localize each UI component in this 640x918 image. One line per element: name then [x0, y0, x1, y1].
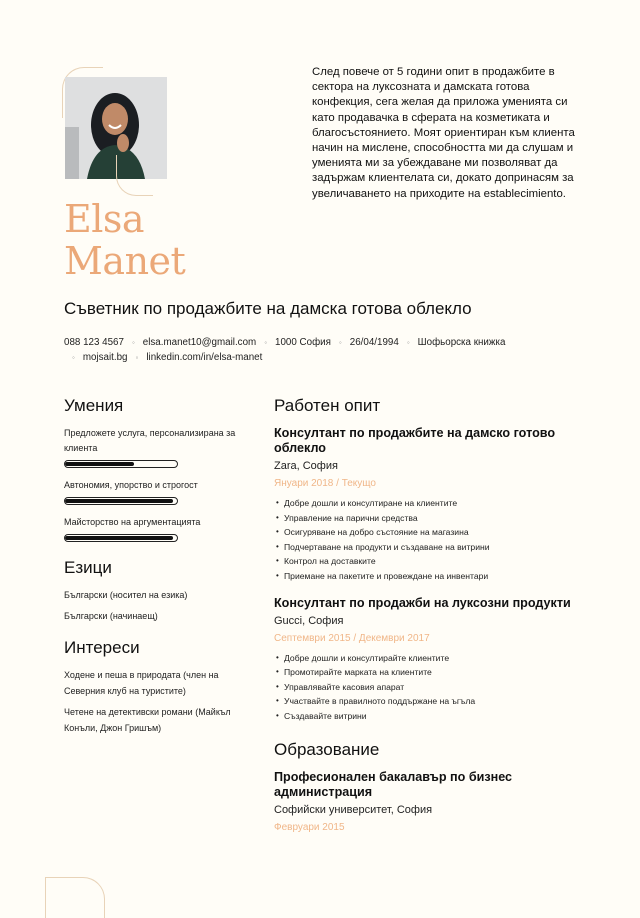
- candidate-name: [64, 198, 185, 282]
- separator-dot: ◦: [72, 352, 75, 362]
- separator-dot: ◦: [264, 338, 268, 347]
- skill-label: Предложете услуга, персонализирана за клиента: [64, 428, 236, 453]
- driving-license: Шофьорска книжка: [417, 337, 506, 348]
- duty-item: • Участвайте в правилното поддържане на ъгъла: [274, 694, 589, 709]
- duty-item: • Приемане на пакетите и провеждане на инвентари: [274, 569, 589, 584]
- education-entry: [274, 770, 589, 833]
- skill-level-bar: [64, 534, 178, 542]
- languages-section: [64, 558, 254, 624]
- interest-item: Ходене и пеша в природата (член на Северния клуб на туристите): [64, 670, 219, 696]
- duty-item: • Подчертаване на продукти и създаване на витрини: [274, 540, 589, 555]
- degree: Професионален бакалавър по бизнес администрация: [274, 769, 513, 799]
- contact-info: [64, 336, 584, 365]
- main-column: [274, 396, 589, 833]
- job-company: Zara, София: [274, 460, 338, 472]
- sidebar-column: [64, 396, 254, 742]
- separator-dot: ◦: [131, 338, 135, 347]
- decorative-arc: [116, 155, 153, 196]
- separator-dot: ◦: [135, 352, 139, 362]
- separator-dot: ◦: [338, 338, 342, 347]
- duty-item: • Осигуряване на добро състояние на магазина: [274, 525, 589, 540]
- job-entry: [274, 596, 589, 724]
- duty-item: • Добре дошли и консултирайте клиентите: [274, 651, 589, 666]
- profile-summary: След повече от 5 години опит в продажбите в сектора на луксозната и дамската готова конфекция, сега желая да приложа уменията си като продавачка в сферата на козметиката и благосъстоянието. Моят ориентиран към клиента начин на мислене, способността ми да слушам и уменията ми за убеждаване ми позволяват да задържам клиентелата си, докато допринасям за увеличаването на приходите на establecimiento.: [312, 66, 575, 200]
- last-name: Manet: [64, 239, 186, 283]
- skill-label: Автономия, упорство и строгост: [64, 480, 198, 490]
- skill-item: [64, 515, 254, 542]
- skill-item: [64, 478, 254, 505]
- duty-item: • Контрол на доставките: [274, 554, 589, 569]
- job-role: Консултант по продажбите на дамско готово облекло: [274, 426, 556, 455]
- education-section: [274, 740, 589, 833]
- section-title: Интереси: [64, 638, 140, 657]
- language-item: Български (начинаещ): [64, 611, 158, 621]
- duties-list: [274, 651, 589, 724]
- job-title: Съветник по продажбите на дамска готова облекло: [64, 299, 472, 318]
- website[interactable]: mojsait.bg: [82, 351, 128, 363]
- language-item: Български (носител на езика): [64, 590, 188, 600]
- interest-item: Четене на детективски романи (Майкъл Конъли, Джон Гришъм): [64, 707, 231, 733]
- city: 1000 София: [275, 337, 331, 348]
- skill-level-bar: [64, 497, 178, 505]
- duty-item: • Промотирайте марката на клиентите: [274, 665, 589, 680]
- duty-item: • Управлявайте касовия апарат: [274, 680, 589, 695]
- education-date: Февруари 2015: [274, 821, 345, 833]
- school: Софийски университет, София: [274, 803, 433, 816]
- skill-level-bar: [64, 460, 178, 468]
- separator-dot: ◦: [406, 338, 410, 347]
- job-role: Консултант по продажби на луксозни продукти: [274, 595, 571, 610]
- skill-label: Майсторство на аргументацията: [64, 517, 201, 527]
- duties-list: [274, 496, 589, 584]
- decorative-arc: [45, 877, 105, 918]
- email[interactable]: elsa.manet10@gmail.com: [142, 337, 257, 348]
- duty-item: • Създавайте витрини: [274, 709, 589, 724]
- section-title: Умения: [64, 396, 124, 415]
- interests-section: [64, 638, 254, 736]
- birthdate: 26/04/1994: [349, 337, 399, 348]
- job-entry: [274, 426, 589, 584]
- phone: 088 123 4567: [64, 337, 124, 348]
- first-name: Elsa: [64, 197, 145, 241]
- section-title: Образование: [274, 739, 380, 759]
- linkedin[interactable]: linkedin.com/in/elsa-manet: [146, 351, 263, 363]
- duty-item: • Добре дошли и консултиране на клиентите: [274, 496, 589, 511]
- section-title: Езици: [64, 558, 112, 577]
- section-title: Работен опит: [274, 396, 381, 415]
- job-company: Gucci, София: [274, 614, 344, 627]
- experience-section: [274, 396, 589, 724]
- job-date: Януари 2018 / Текущо: [274, 478, 376, 489]
- skill-item: [64, 426, 254, 468]
- skills-section: [64, 396, 254, 542]
- duty-item: • Управление на парични средства: [274, 511, 589, 526]
- job-date: Септември 2015 / Декември 2017: [274, 632, 430, 644]
